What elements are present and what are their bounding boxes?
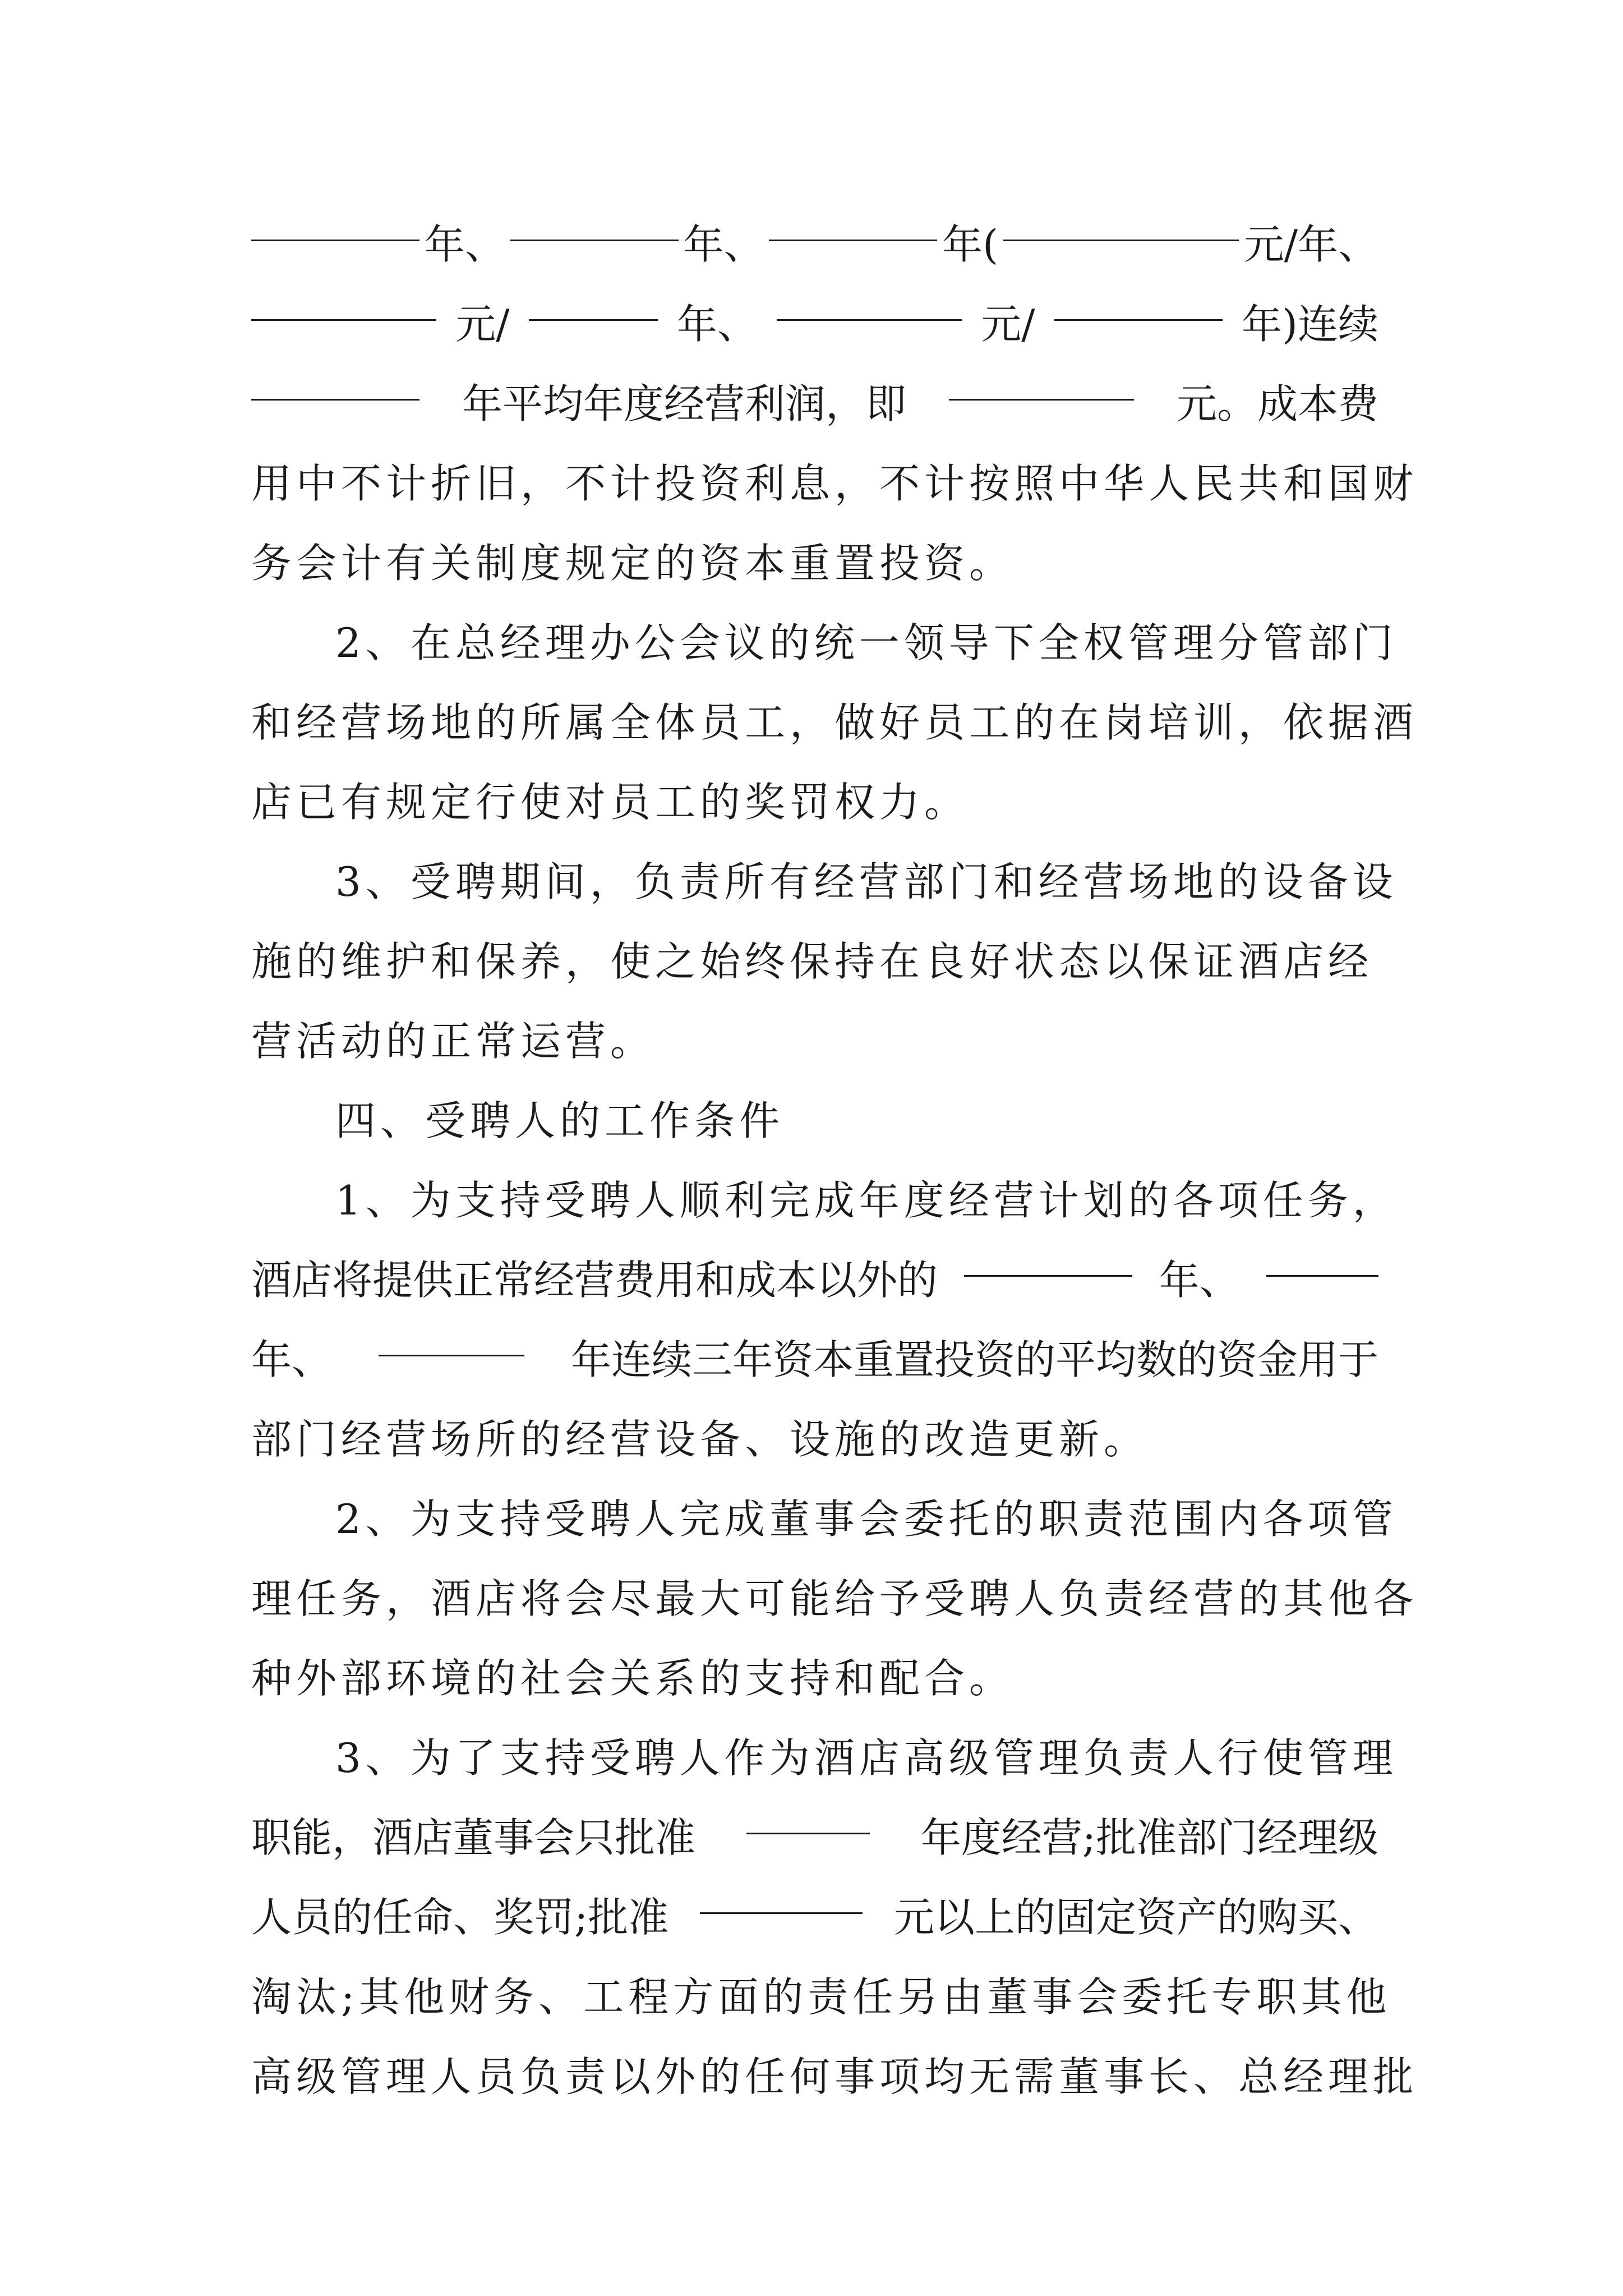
text-line: 用中不计折旧，不计投资利息，不计按照中华人民共和国财 xyxy=(251,460,1418,507)
fill-blank[interactable] xyxy=(251,284,436,321)
text-segment: 年)连续 xyxy=(1241,301,1378,348)
paragraph-start: 1、为支持受聘人顺利完成年度经营计划的各项任务， xyxy=(335,1177,1398,1224)
text-segment: 年平均年度经营利润，即 xyxy=(462,380,906,427)
paragraph-start: 3、为了支持受聘人作为酒店高级管理负责人行使管理 xyxy=(335,1734,1398,1782)
text-segment: 人员的任命、奖罚;批准 xyxy=(251,1894,669,1941)
fill-blank[interactable] xyxy=(510,205,679,241)
contract-page xyxy=(251,205,1418,2116)
text-segment: 年、 xyxy=(676,301,758,348)
text-line xyxy=(251,1798,1378,1878)
fill-blank[interactable] xyxy=(769,205,937,241)
paragraph-start: 2、为支持受聘人完成董事会委托的职责范围内各项管 xyxy=(335,1496,1398,1543)
fill-blank[interactable] xyxy=(746,1798,870,1834)
fill-blank[interactable] xyxy=(777,284,962,321)
paragraph-start: 2、在总经理办公会议的统一领导下全权管理分管部门 xyxy=(335,619,1398,666)
fill-blank[interactable] xyxy=(1266,1240,1378,1277)
text-segment: 年、 xyxy=(251,1336,333,1383)
fill-blank[interactable] xyxy=(1003,205,1239,241)
text-segment: 元/ xyxy=(981,301,1035,348)
fill-blank[interactable] xyxy=(529,284,658,321)
text-line: 和经营场地的所属全体员工，做好员工的在岗培训，依据酒 xyxy=(251,699,1418,746)
section-heading: 四、受聘人的工作条件 xyxy=(335,1097,785,1144)
text-line xyxy=(251,1878,1378,1957)
text-line: 营活动的正常运营。 xyxy=(251,1018,656,1065)
fill-blank[interactable] xyxy=(251,205,419,241)
text-segment: 元。成本费 xyxy=(1176,380,1378,427)
text-segment: 职能，酒店董事会只批准 xyxy=(251,1814,696,1861)
text-segment: 元/年、 xyxy=(1243,221,1378,268)
text-line xyxy=(251,1240,1378,1320)
fill-blank[interactable] xyxy=(964,1240,1132,1277)
text-line: 务会计有关制度规定的资本重置投资。 xyxy=(251,540,1015,587)
fill-blank[interactable] xyxy=(379,1320,524,1356)
text-segment: 元/ xyxy=(455,301,510,348)
text-segment: 年、 xyxy=(424,221,505,268)
text-segment: 年连续三年资本重置投资的平均数的资金用于 xyxy=(570,1336,1378,1383)
fill-blank[interactable] xyxy=(700,1878,863,1914)
text-line: 部门经营场所的经营设备、设施的改造更新。 xyxy=(251,1416,1149,1463)
text-segment: 年、 xyxy=(1159,1257,1240,1304)
text-segment: 元以上的固定资产的购买、 xyxy=(893,1894,1378,1941)
text-line xyxy=(251,284,1378,364)
text-line: 理任务，酒店将会尽最大可能给予受聘人负责经营的其他各 xyxy=(251,1575,1418,1622)
fill-blank[interactable] xyxy=(251,364,419,401)
text-line xyxy=(251,205,1378,284)
text-line xyxy=(251,1320,1378,1400)
fill-blank[interactable] xyxy=(949,364,1134,401)
text-line xyxy=(251,364,1378,444)
text-segment: 酒店将提供正常经营费用和成本以外的 xyxy=(251,1257,938,1304)
text-segment: 年、 xyxy=(683,221,764,268)
text-line: 高级管理人员负责以外的任何事项均无需董事长、总经理批 xyxy=(251,2053,1418,2100)
paragraph-start: 3、受聘期间，负责所有经营部门和经营场地的设备设 xyxy=(335,858,1398,905)
text-line: 淘汰;其他财务、工程方面的责任另由董事会委托专职其他 xyxy=(251,1973,1391,2021)
text-segment: 年度经营;批准部门经理级 xyxy=(920,1814,1378,1861)
fill-blank[interactable] xyxy=(1054,284,1223,321)
text-line: 店已有规定行使对员工的奖罚权力。 xyxy=(251,779,970,826)
text-line: 施的维护和保养，使之始终保持在良好状态以保证酒店经 xyxy=(251,938,1373,985)
text-line: 种外部环境的社会关系的支持和配合。 xyxy=(251,1655,1015,1702)
text-segment: 年( xyxy=(942,221,999,268)
